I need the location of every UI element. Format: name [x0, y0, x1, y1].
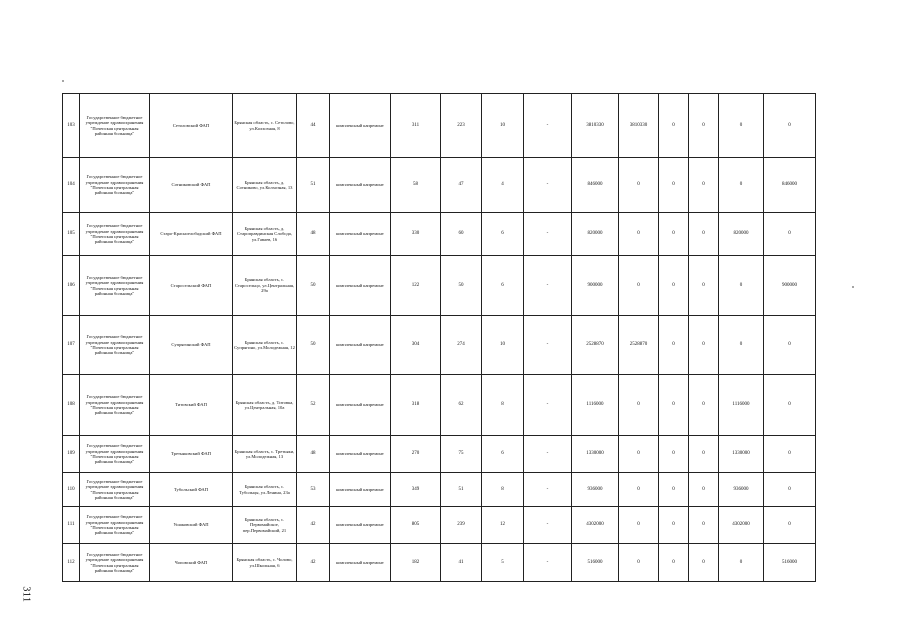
- facility-address: Брянская область, с. Сетолово, ул.Колхозная, 8: [233, 94, 297, 158]
- served-population: 349: [391, 473, 441, 507]
- total-cost: 820000: [572, 213, 619, 256]
- cost-2019: 2528870: [619, 316, 659, 375]
- work-type: комплексный капремонт: [330, 436, 391, 473]
- table-row: [63, 544, 816, 582]
- cost-2023: 0: [764, 436, 816, 473]
- facility-name: Ушаковский ФАП: [150, 507, 233, 544]
- facility-name: Старо-Красноелобадский ФАП: [150, 213, 233, 256]
- served-population: 311: [391, 94, 441, 158]
- children-population: 12: [482, 507, 524, 544]
- table-row: [63, 375, 816, 436]
- cost-2022: 0: [719, 94, 764, 158]
- table-body: [63, 94, 816, 582]
- adult-population: 50: [441, 256, 482, 316]
- served-population: 304: [391, 316, 441, 375]
- flag: -: [524, 94, 572, 158]
- adult-population: 274: [441, 316, 482, 375]
- adult-population: 60: [441, 213, 482, 256]
- area: 42: [297, 507, 330, 544]
- cost-2021: 0: [689, 316, 719, 375]
- facility-address: Брянская область, с. Супрягино, ул.Молодежная, 12: [233, 316, 297, 375]
- children-population: 6: [482, 256, 524, 316]
- institution-name: Государственное бюджетное учреждение здравоохранения "Почепская центральная районная больница": [80, 256, 150, 316]
- facility-name: Чоповский ФАП: [150, 544, 233, 582]
- institution-name: Государственное бюджетное учреждение здравоохранения "Почепская центральная районная больница": [80, 316, 150, 375]
- total-cost: 516000: [572, 544, 619, 582]
- cost-2023: 0: [764, 507, 816, 544]
- cost-2022: 936000: [719, 473, 764, 507]
- children-population: 6: [482, 436, 524, 473]
- cost-2022: 1116000: [719, 375, 764, 436]
- facility-name: Сетоловский ФАП: [150, 94, 233, 158]
- work-type: комплексный капремонт: [330, 158, 391, 213]
- total-cost: 4302000: [572, 507, 619, 544]
- area: 52: [297, 375, 330, 436]
- served-population: 122: [391, 256, 441, 316]
- flag: -: [524, 436, 572, 473]
- total-cost: 900000: [572, 256, 619, 316]
- cost-2020: 0: [659, 256, 689, 316]
- row-number: 112: [63, 544, 80, 582]
- cost-2020: 0: [659, 316, 689, 375]
- area: 48: [297, 436, 330, 473]
- adult-population: 51: [441, 473, 482, 507]
- facility-address: Брянская область, с. Тубольцы, ул.Ленина, 23а: [233, 473, 297, 507]
- flag: -: [524, 375, 572, 436]
- scan-speck: [62, 80, 64, 82]
- facility-address: Брянская область, с. Старосельцо, ул.Центральная, 29а: [233, 256, 297, 316]
- cost-2021: 0: [689, 473, 719, 507]
- area: 48: [297, 213, 330, 256]
- row-number: 105: [63, 213, 80, 256]
- facility-name: Супрягинский ФАП: [150, 316, 233, 375]
- children-population: 10: [482, 94, 524, 158]
- cost-2020: 0: [659, 544, 689, 582]
- served-population: 58: [391, 158, 441, 213]
- flag: -: [524, 213, 572, 256]
- work-type: комплексный капремонт: [330, 94, 391, 158]
- work-type: комплексный капремонт: [330, 544, 391, 582]
- children-population: 5: [482, 544, 524, 582]
- cost-2019: 0: [619, 507, 659, 544]
- area: 50: [297, 316, 330, 375]
- cost-2021: 0: [689, 375, 719, 436]
- cost-2019: 0: [619, 436, 659, 473]
- cost-2022: 0: [719, 316, 764, 375]
- cost-2022: 0: [719, 544, 764, 582]
- children-population: 8: [482, 375, 524, 436]
- cost-2020: 0: [659, 375, 689, 436]
- table-row: [63, 213, 816, 256]
- facility-address: Брянская область, д. Староправдинская Слобода, ул.Гаваев, 16: [233, 213, 297, 256]
- cost-2023: 0: [764, 316, 816, 375]
- table-row: [63, 473, 816, 507]
- area: 50: [297, 256, 330, 316]
- cost-2023: 900000: [764, 256, 816, 316]
- children-population: 10: [482, 316, 524, 375]
- cost-2023: 0: [764, 213, 816, 256]
- cost-2020: 0: [659, 473, 689, 507]
- cost-2022: 1330000: [719, 436, 764, 473]
- table-row: [63, 507, 816, 544]
- institution-name: Государственное бюджетное учреждение здравоохранения "Почепская центральная районная больница": [80, 94, 150, 158]
- cost-2022: 0: [719, 256, 764, 316]
- cost-2021: 0: [689, 213, 719, 256]
- flag: -: [524, 507, 572, 544]
- cost-2021: 0: [689, 507, 719, 544]
- cost-2021: 0: [689, 544, 719, 582]
- facility-address: Брянская область, с. Третьяки, ул.Молодежная, 13: [233, 436, 297, 473]
- adult-population: 75: [441, 436, 482, 473]
- facility-address: Брянская область, д. Сотниково, ул.Колхозная, 13: [233, 158, 297, 213]
- children-population: 6: [482, 213, 524, 256]
- area: 42: [297, 544, 330, 582]
- cost-2019: 0: [619, 544, 659, 582]
- cost-2019: 0: [619, 213, 659, 256]
- facility-name: Титовский ФАП: [150, 375, 233, 436]
- children-population: 4: [482, 158, 524, 213]
- total-cost: 936000: [572, 473, 619, 507]
- cost-2020: 0: [659, 158, 689, 213]
- area: 51: [297, 158, 330, 213]
- table-row: [63, 94, 816, 158]
- cost-2020: 0: [659, 436, 689, 473]
- cost-2023: 846000: [764, 158, 816, 213]
- cost-2023: 0: [764, 375, 816, 436]
- cost-2019: 0: [619, 158, 659, 213]
- total-cost: 3810330: [572, 94, 619, 158]
- facility-address: Брянская область, д. Титовка, ул.Центральная, 10а: [233, 375, 297, 436]
- cost-2019: 0: [619, 375, 659, 436]
- scan-speck: [852, 286, 854, 288]
- row-number: 103: [63, 94, 80, 158]
- row-number: 109: [63, 436, 80, 473]
- served-population: 270: [391, 436, 441, 473]
- area: 53: [297, 473, 330, 507]
- cost-2023: 516000: [764, 544, 816, 582]
- row-number: 110: [63, 473, 80, 507]
- adult-population: 47: [441, 158, 482, 213]
- cost-2022: 820000: [719, 213, 764, 256]
- table-row: [63, 316, 816, 375]
- flag: -: [524, 544, 572, 582]
- institution-name: Государственное бюджетное учреждение здравоохранения "Почепская центральная районная больница": [80, 436, 150, 473]
- adult-population: 41: [441, 544, 482, 582]
- cost-2020: 0: [659, 507, 689, 544]
- cost-2021: 0: [689, 94, 719, 158]
- cost-2020: 0: [659, 94, 689, 158]
- facility-name: Сотниковский ФАП: [150, 158, 233, 213]
- institution-name: Государственное бюджетное учреждение здравоохранения "Почепская центральная районная больница": [80, 213, 150, 256]
- row-number: 106: [63, 256, 80, 316]
- work-type: комплексный капремонт: [330, 375, 391, 436]
- work-type: комплексный капремонт: [330, 316, 391, 375]
- served-population: 182: [391, 544, 441, 582]
- row-number: 107: [63, 316, 80, 375]
- children-population: 8: [482, 473, 524, 507]
- cost-2023: 0: [764, 473, 816, 507]
- facility-address: Брянская область, с. Первомайское, пер.Первомайский, 21: [233, 507, 297, 544]
- area: 44: [297, 94, 330, 158]
- total-cost: 1330000: [572, 436, 619, 473]
- flag: -: [524, 256, 572, 316]
- institution-name: Государственное бюджетное учреждение здравоохранения "Почепская центральная районная больница": [80, 507, 150, 544]
- total-cost: 846000: [572, 158, 619, 213]
- document-table: [62, 93, 816, 582]
- work-type: комплексный капремонт: [330, 213, 391, 256]
- page-number: 311: [20, 586, 32, 603]
- work-type: комплексный капремонт: [330, 256, 391, 316]
- facility-address: Брянская область, с. Чолово, ул.Школьная, 6: [233, 544, 297, 582]
- row-number: 108: [63, 375, 80, 436]
- table-row: [63, 256, 816, 316]
- cost-2019: 0: [619, 256, 659, 316]
- cost-2023: 0: [764, 94, 816, 158]
- cost-2022: 0: [719, 158, 764, 213]
- served-population: 330: [391, 213, 441, 256]
- adult-population: 239: [441, 507, 482, 544]
- served-population: 318: [391, 375, 441, 436]
- table-row: [63, 158, 816, 213]
- flag: -: [524, 473, 572, 507]
- institution-name: Государственное бюджетное учреждение здравоохранения "Почепская центральная районная больница": [80, 375, 150, 436]
- flag: -: [524, 316, 572, 375]
- institution-name: Государственное бюджетное учреждение здравоохранения "Почепская центральная районная больница": [80, 158, 150, 213]
- cost-2021: 0: [689, 158, 719, 213]
- facility-name: Старосельский ФАП: [150, 256, 233, 316]
- cost-2021: 0: [689, 256, 719, 316]
- cost-2020: 0: [659, 213, 689, 256]
- facility-name: Тубольский ФАП: [150, 473, 233, 507]
- work-type: комплексный капремонт: [330, 473, 391, 507]
- work-type: комплексный капремонт: [330, 507, 391, 544]
- total-cost: 2528870: [572, 316, 619, 375]
- served-population: 805: [391, 507, 441, 544]
- table-row: [63, 436, 816, 473]
- row-number: 104: [63, 158, 80, 213]
- cost-2019: 3810330: [619, 94, 659, 158]
- facility-name: Третьяковский ФАП: [150, 436, 233, 473]
- cost-2021: 0: [689, 436, 719, 473]
- cost-2022: 4302000: [719, 507, 764, 544]
- row-number: 111: [63, 507, 80, 544]
- institution-name: Государственное бюджетное учреждение здравоохранения "Почепская центральная районная больница": [80, 544, 150, 582]
- cost-2019: 0: [619, 473, 659, 507]
- institution-name: Государственное бюджетное учреждение здравоохранения "Почепская центральная районная больница": [80, 473, 150, 507]
- total-cost: 1116000: [572, 375, 619, 436]
- adult-population: 62: [441, 375, 482, 436]
- adult-population: 223: [441, 94, 482, 158]
- flag: -: [524, 158, 572, 213]
